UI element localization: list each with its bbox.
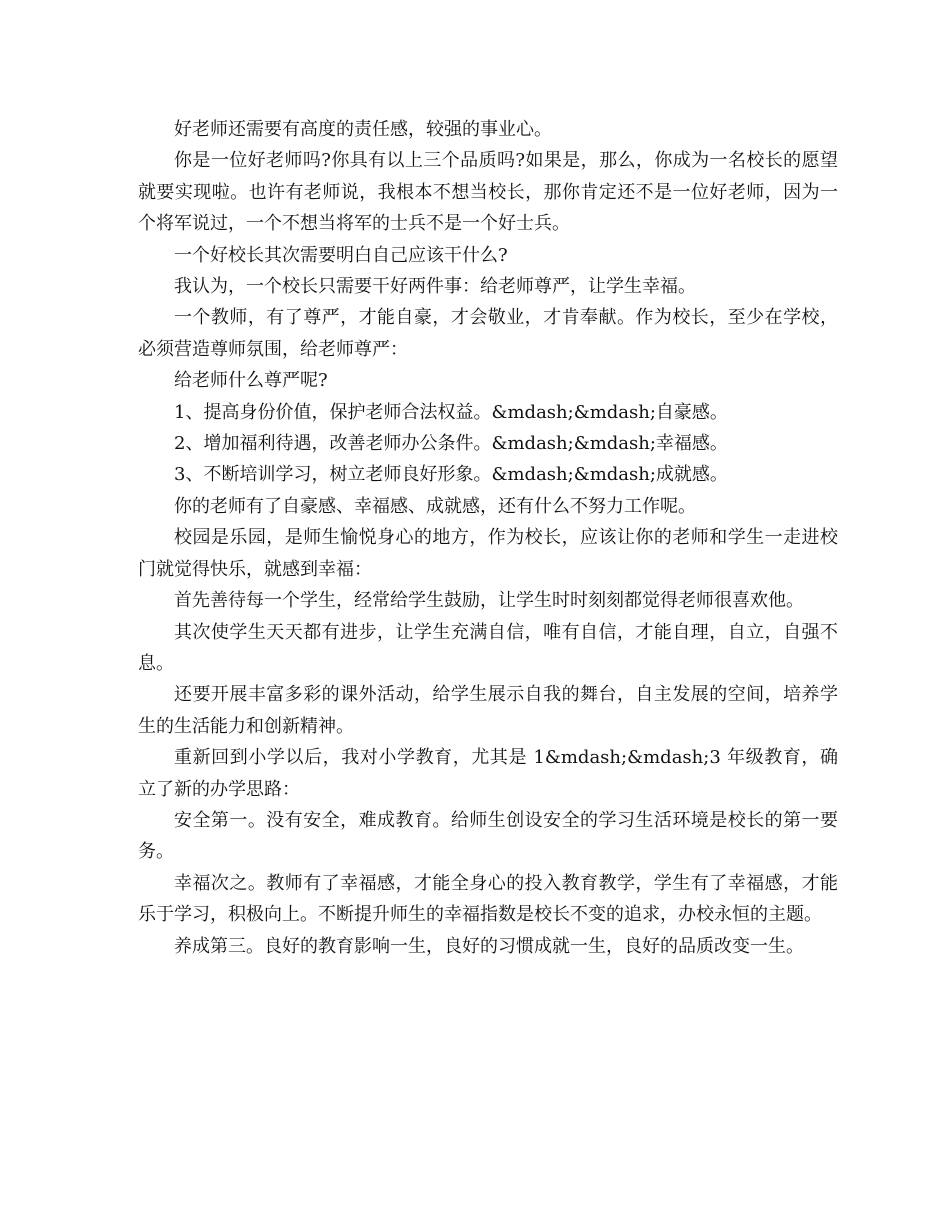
paragraph: 你是一位好老师吗?你具有以上三个品质吗?如果是，那么，你成为一名校长的愿望就要实现啦。也许有老师说，我根本不想当校长，那你肯定还不是一位好老师，因为一个将军说过，一个不想当将军的士兵不是一个好士兵。 xyxy=(138,150,838,235)
document-body xyxy=(138,114,838,962)
paragraph: 其次使学生天天都有进步，让学生充满自信，唯有自信，才能自理，自立，自强不息。 xyxy=(138,621,838,674)
paragraph: 1、提高身份价值，保护老师合法权益。&mdash;&mdash;自豪感。 xyxy=(174,401,728,423)
paragraph: 一个好校长其次需要明白自己应该干什么? xyxy=(174,244,508,266)
paragraph: 我认为，一个校长只需要干好两件事：给老师尊严，让学生幸福。 xyxy=(174,276,696,298)
paragraph: 一个教师，有了尊严，才能自豪，才会敬业，才肯奉献。作为校长，至少在学校，必须营造尊师氛围，给老师尊严： xyxy=(138,307,838,360)
paragraph: 给老师什么尊严呢? xyxy=(174,370,328,392)
paragraph: 安全第一。没有安全，难成教育。给师生创设安全的学习生活环境是校长的第一要务。 xyxy=(138,809,838,863)
paragraph: 你的老师有了自豪感、幸福感、成就感，还有什么不努力工作呢。 xyxy=(174,495,696,517)
paragraph: 3、不断培训学习，树立老师良好形象。&mdash;&mdash;成就感。 xyxy=(174,464,728,486)
paragraph: 首先善待每一个学生，经常给学生鼓励，让学生时时刻刻都觉得老师很喜欢他。 xyxy=(174,590,804,612)
paragraph: 2、增加福利待遇，改善老师办公条件。&mdash;&mdash;幸福感。 xyxy=(174,433,728,455)
paragraph: 重新回到小学以后，我对小学教育，尤其是 1&mdash;&mdash;3 年级教育，确立了新的办学思路： xyxy=(138,747,838,800)
paragraph: 好老师还需要有高度的责任感，较强的事业心。 xyxy=(174,119,552,140)
paragraph: 养成第三。良好的教育影响一生，良好的习惯成就一生，良好的品质改变一生。 xyxy=(174,935,804,957)
paragraph: 还要开展丰富多彩的课外活动，给学生展示自我的舞台，自主发展的空间，培养学生的生活能力和创新精神。 xyxy=(138,684,838,737)
paragraph: 幸福次之。教师有了幸福感，才能全身心的投入教育教学，学生有了幸福感，才能乐于学习，积极向上。不断提升师生的幸福指数是校长不变的追求，办校永恒的主题。 xyxy=(138,872,838,926)
paragraph: 校园是乐园，是师生愉悦身心的地方，作为校长，应该让你的老师和学生一走进校门就觉得快乐，就感到幸福： xyxy=(138,527,838,580)
